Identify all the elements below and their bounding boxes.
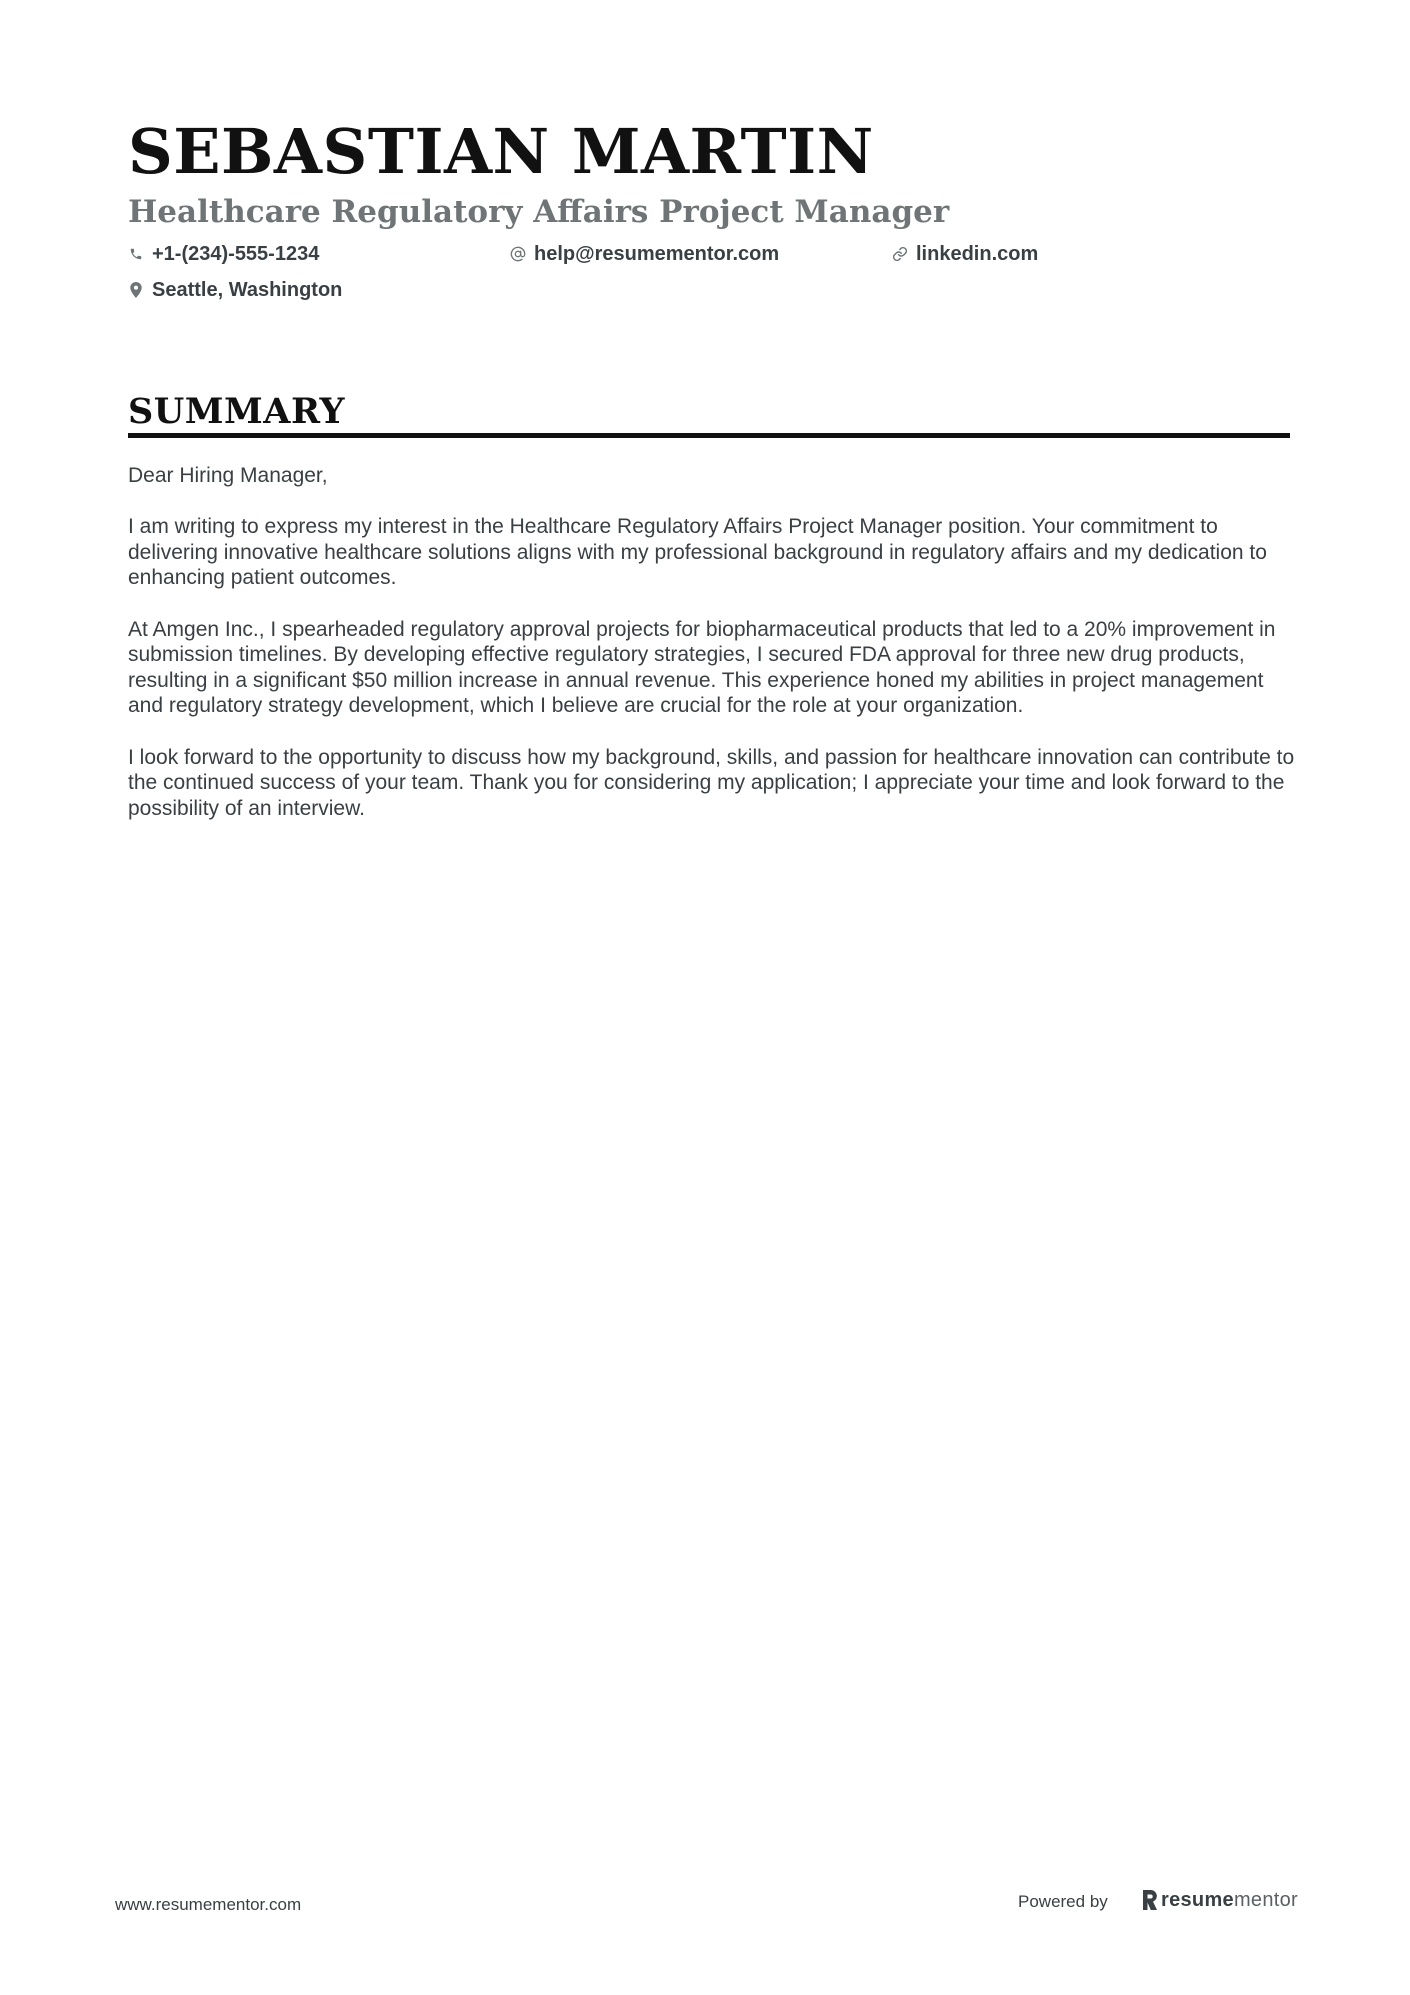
contact-email [510, 240, 779, 268]
brand-name-part2: mentor [1233, 1889, 1298, 1911]
candidate-name: SEBASTIAN MARTIN [128, 115, 874, 188]
contact-location [128, 276, 342, 304]
footer-website-link[interactable]: www.resumementor.com [115, 1895, 302, 1914]
location-pin-icon [128, 282, 144, 298]
powered-by-label: Powered by [1018, 1892, 1108, 1911]
resumementor-logo-icon [1141, 1890, 1157, 1910]
phone-icon [128, 246, 144, 262]
letter-paragraph: I am writing to express my interest in the Healthcare Regulatory Affairs Project Manager position. Your commitment to delivering innovative healthcare solutions aligns with my professional background in regulatory affairs and my dedication to enhancing patient outcomes. [128, 515, 1267, 590]
link-icon [892, 246, 908, 262]
summary-heading: SUMMARY [128, 391, 345, 432]
at-icon [510, 246, 526, 262]
brand-logo[interactable] [1141, 1886, 1298, 1914]
location-text: Seattle, Washington [152, 279, 343, 301]
email-text[interactable]: help@resumementor.com [534, 243, 780, 265]
phone-text[interactable]: +1-(234)-555-1234 [152, 243, 320, 265]
letter-paragraph: At Amgen Inc., I spearheaded regulatory approval projects for biopharmaceutical products that led to a 20% improvement in submission timelines. By developing effective regulatory strategies, I secured FDA approval for three new drug products, resulting in a significant $50 million increase in annual revenue. This experience honed my abilities in project management and regulatory strategy development, which I believe are crucial for the role at your organization. [128, 617, 1276, 718]
letter-paragraph: I look forward to the opportunity to discuss how my background, skills, and passion for healthcare innovation can contribute to the continued success of your team. Thank you for considering my application; I appreciate your time and look forward to the possibility of an interview. [128, 745, 1295, 820]
letter-body [128, 463, 1298, 847]
contact-linkedin [892, 240, 1038, 268]
section-divider [128, 433, 1290, 438]
brand-name-part1: resume [1161, 1889, 1234, 1911]
linkedin-text[interactable]: linkedin.com [916, 243, 1039, 265]
contact-phone [128, 240, 319, 268]
job-title: Healthcare Regulatory Affairs Project Manager [128, 194, 950, 230]
letter-greeting: Dear Hiring Manager, [128, 464, 328, 487]
